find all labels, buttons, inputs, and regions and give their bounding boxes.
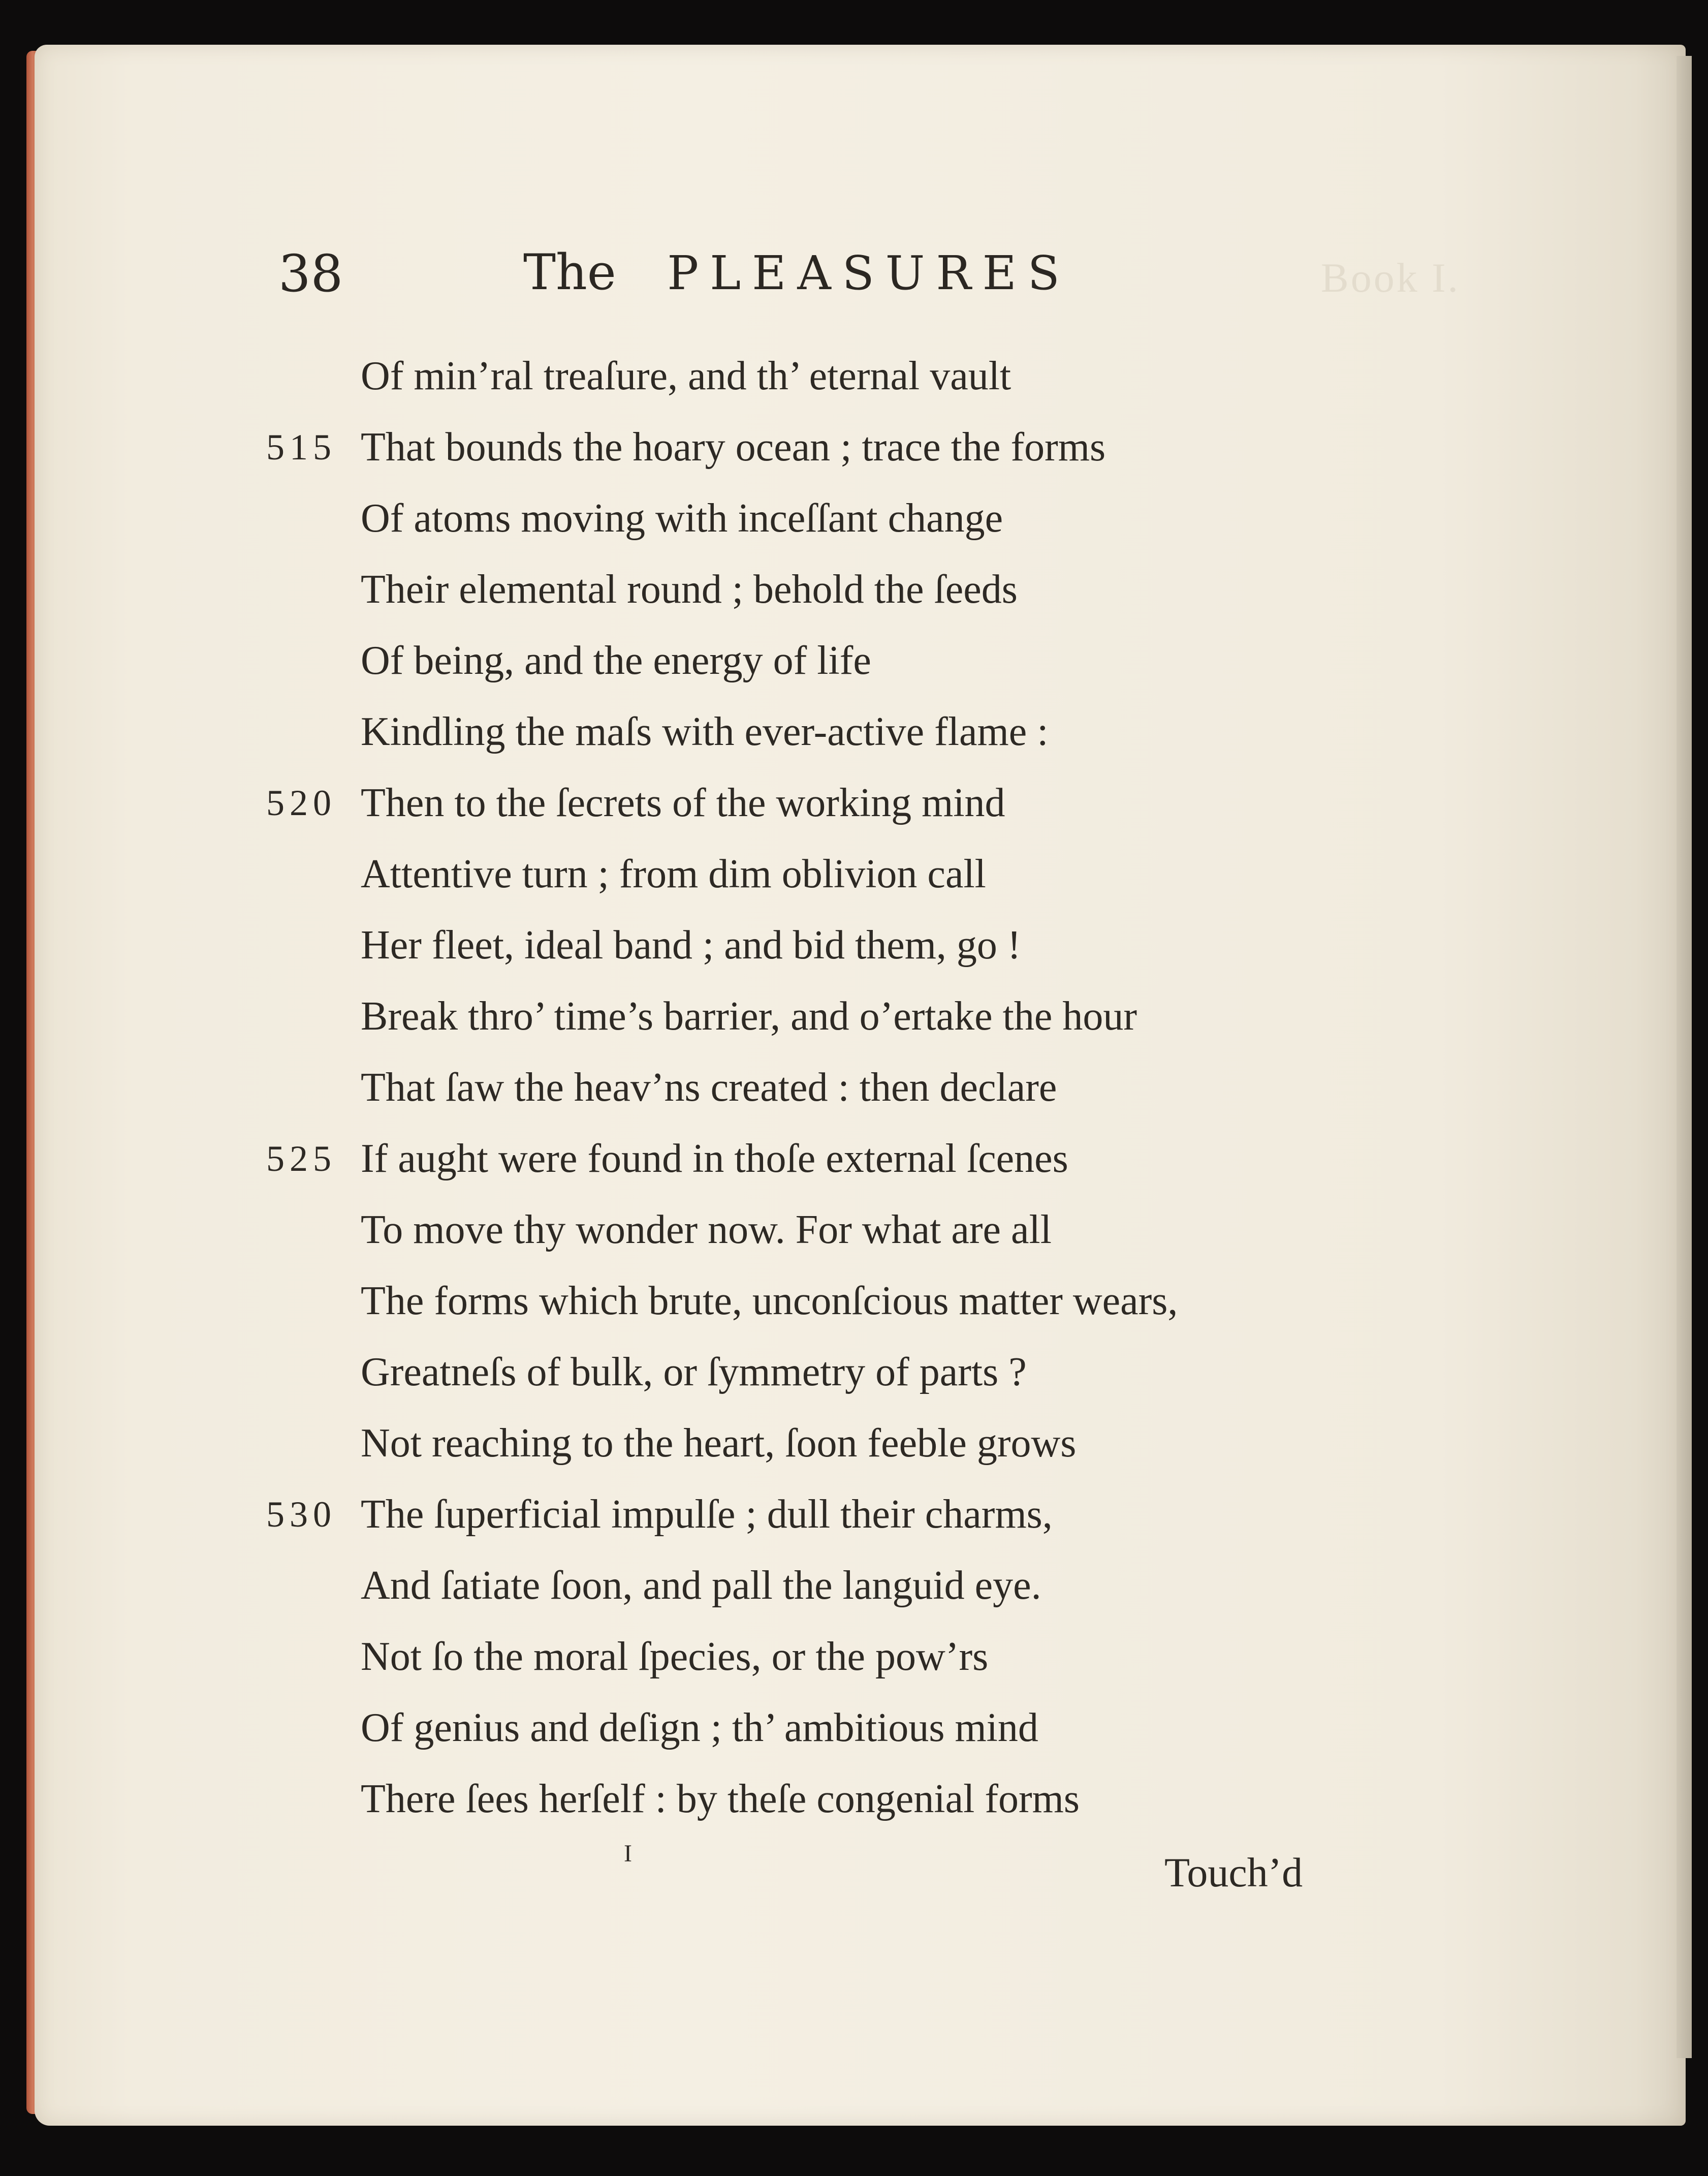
line-number: 525 — [266, 1138, 336, 1179]
verse-text: Kindling the maſs with ever-active flame : — [361, 709, 1049, 754]
verse-line — [361, 1408, 1377, 1479]
verse-line — [361, 1265, 1377, 1336]
running-head-title: PLEASURES — [667, 246, 1071, 300]
signature-mark: I — [624, 1840, 632, 1867]
verse-text: Their elemental round ; behold the ſeeds — [361, 567, 1018, 612]
verse-text: Not reaching to the heart, ſoon feeble grows — [361, 1421, 1077, 1466]
verse-text: The forms which brute, unconſcious matter wears, — [361, 1279, 1178, 1323]
verse-line — [361, 838, 1377, 910]
verse-line — [266, 767, 1377, 838]
verse-text: Of being, and the energy of life — [361, 638, 871, 683]
verse-text: That bounds the hoary ocean ; trace the forms — [361, 425, 1106, 470]
verse-text: If aught were found in thoſe external ſcenes — [361, 1136, 1068, 1181]
verse-line — [361, 625, 1377, 696]
verse-text: And ſatiate ſoon, and pall the languid eye. — [361, 1563, 1041, 1608]
verse-text: Attentive turn ; from dim oblivion call — [361, 852, 986, 896]
verse-line — [361, 1550, 1377, 1621]
verse-line — [361, 1763, 1377, 1835]
verse-text: Not ſo the moral ſpecies, or the pow’rs — [361, 1634, 989, 1679]
verse-line — [361, 483, 1377, 554]
verse-text: To move thy wonder now. For what are all — [361, 1207, 1052, 1252]
verse-line — [361, 1621, 1377, 1692]
show-through-text: Book I. — [1321, 255, 1460, 301]
verse-line — [361, 910, 1377, 981]
verse-line — [361, 554, 1377, 625]
verse-text: Of min’ral treaſure, and th’ eternal vault — [361, 354, 1011, 398]
page-gutter-shadow — [1677, 56, 1692, 2058]
verse-text: Of genius and deſign ; th’ ambitious mind — [361, 1705, 1038, 1750]
verse-text: Then to the ſecrets of the working mind — [361, 781, 1005, 825]
verse-line — [361, 340, 1377, 412]
verse-text: Break thro’ time’s barrier, and o’ertake the hour — [361, 994, 1137, 1039]
verse-line — [361, 1336, 1377, 1408]
line-number: 530 — [266, 1494, 336, 1535]
verse-text: That ſaw the heav’ns created : then declare — [361, 1065, 1057, 1110]
verse-text: The ſuperficial impulſe ; dull their charms, — [361, 1492, 1053, 1537]
verse-text: Greatneſs of bulk, or ſymmetry of parts ? — [361, 1350, 1027, 1394]
verse-line — [266, 1123, 1377, 1194]
poem-text — [266, 340, 1377, 1835]
line-number: 520 — [266, 783, 336, 823]
verse-line — [361, 696, 1377, 767]
verse-line — [361, 1052, 1377, 1123]
line-number: 515 — [266, 427, 336, 468]
page-number: 38 — [278, 244, 343, 303]
verse-text: Her fleet, ideal band ; and bid them, go ! — [361, 923, 1021, 968]
verse-line — [266, 1479, 1377, 1550]
catchword: Touch’d — [1164, 1849, 1303, 1895]
running-head — [523, 244, 1071, 301]
verse-line — [266, 412, 1377, 483]
verse-line — [361, 1692, 1377, 1763]
verse-line — [361, 1194, 1377, 1265]
verse-text: Of atoms moving with inceſſant change — [361, 496, 1003, 541]
running-head-article: The — [523, 244, 616, 301]
verse-line — [361, 981, 1377, 1052]
verse-text: There ſees herſelf : by theſe congenial forms — [361, 1777, 1080, 1821]
